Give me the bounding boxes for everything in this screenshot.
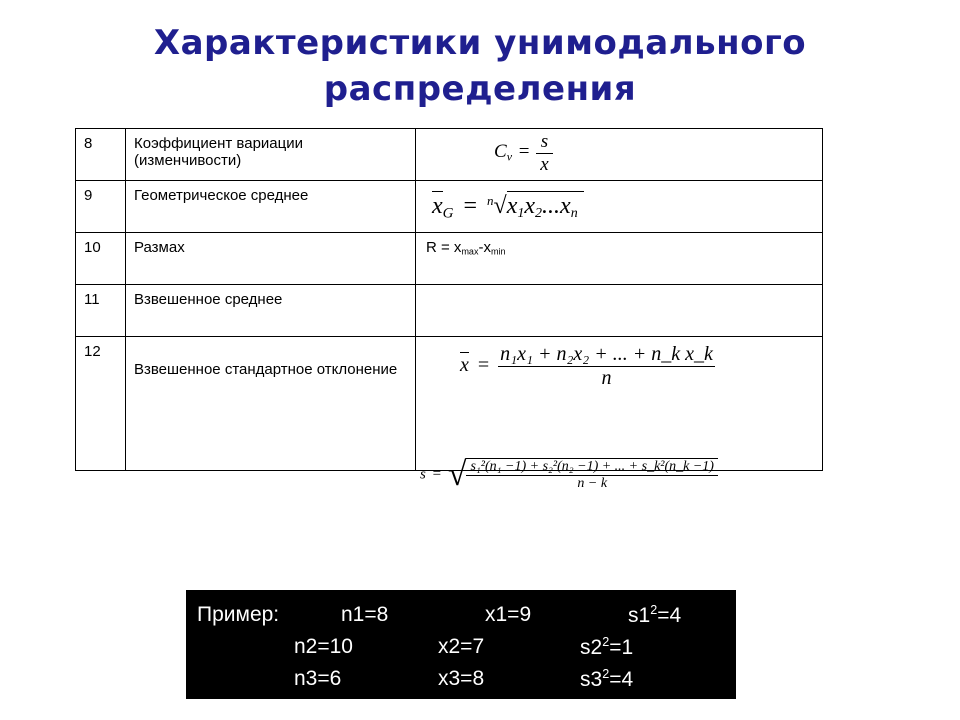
row-name [126, 337, 416, 471]
row-name: Взвешенное среднее [126, 285, 416, 337]
example-label: Пример: [197, 603, 280, 626]
geo-dots: ... [542, 193, 561, 219]
wm-eq: = [477, 354, 490, 377]
example-x3: x3=8 [438, 667, 485, 690]
table-row [76, 285, 823, 337]
row-number: 11 [76, 285, 126, 337]
example-s3-value: =4 [609, 668, 634, 691]
example-s3-sq: 2 [602, 667, 610, 681]
example-n3: n3=6 [294, 667, 342, 690]
wsd-denominator: n − k [577, 476, 608, 491]
example-s1-value: =4 [657, 604, 682, 627]
example-s1-sq: 2 [650, 603, 658, 617]
row-number: 12 [76, 337, 126, 471]
sqrt-icon: √ [447, 456, 467, 493]
characteristics-table [75, 128, 823, 471]
example-s2: s2 [580, 636, 603, 659]
geo-x2: x [524, 193, 536, 219]
row-number: 9 [76, 181, 126, 233]
geo-root-index: n [487, 193, 494, 209]
table-row [76, 337, 823, 471]
row-name: Размах [126, 233, 416, 285]
wm-denominator: n [601, 367, 612, 389]
geo-x1: x [506, 193, 518, 219]
wsd-lhs: s [420, 466, 426, 483]
range-text: R = x [426, 239, 462, 256]
geo-xn: x [560, 193, 571, 219]
table-row [76, 181, 823, 233]
table-row [76, 129, 823, 181]
row-name: Геометрическое среднее [126, 181, 416, 233]
example-n2: n2=10 [294, 635, 353, 658]
wsd-numerator: s₁²(n₁ −1) + s₂²(n₂ −1) + ... + s_k²(n_k −1) [466, 459, 718, 476]
cv-lhs-sub: v [506, 149, 513, 164]
row-number: 10 [76, 233, 126, 285]
geo-lhs: x [432, 193, 443, 219]
example-s1: s1 [628, 604, 651, 627]
geo-subn: n [570, 206, 578, 222]
formula-geometric-mean [416, 181, 823, 233]
formula-cv [416, 129, 823, 181]
geo-sub2: 2 [535, 206, 543, 222]
formula-empty [416, 285, 823, 337]
geo-sub1: 1 [517, 206, 525, 222]
sqrt-icon: √ [493, 193, 507, 219]
range-mid: -x [478, 239, 491, 256]
cv-numerator: s [536, 131, 552, 154]
formula-weighted-sd [420, 456, 718, 494]
range-sub-min: min [490, 246, 506, 257]
formula-range [416, 233, 823, 285]
page-title [0, 20, 960, 112]
geo-lhs-sub: G [442, 205, 454, 222]
row-name-text: Взвешенное стандартное отклонение [134, 361, 398, 378]
example-x2: x2=7 [438, 635, 485, 658]
range-sub-max: max [461, 246, 479, 257]
example-s2-sq: 2 [602, 635, 610, 649]
example-box [186, 590, 736, 699]
wm-numerator: n₁x₁ + n₂x₂ + ... + n_k x_k [500, 343, 713, 365]
title-line-2: распределения [323, 69, 637, 109]
cv-lhs: C [494, 140, 507, 162]
table-row [76, 233, 823, 285]
example-x1: x1=9 [485, 603, 532, 626]
geo-eq: = [463, 193, 478, 219]
row-name: Коэффициент вариации (изменчивости) [126, 129, 416, 181]
title-line-1: Характеристики унимодального [153, 23, 807, 63]
example-s3: s3 [580, 668, 603, 691]
cv-eq: = [518, 140, 530, 162]
example-s2-value: =1 [609, 636, 634, 659]
formula-weighted-mean [416, 337, 823, 471]
example-n1: n1=8 [341, 603, 389, 626]
cv-denominator: x [540, 154, 549, 175]
row-number: 8 [76, 129, 126, 181]
wm-lhs: x [460, 354, 469, 377]
wsd-eq: = [432, 466, 442, 483]
